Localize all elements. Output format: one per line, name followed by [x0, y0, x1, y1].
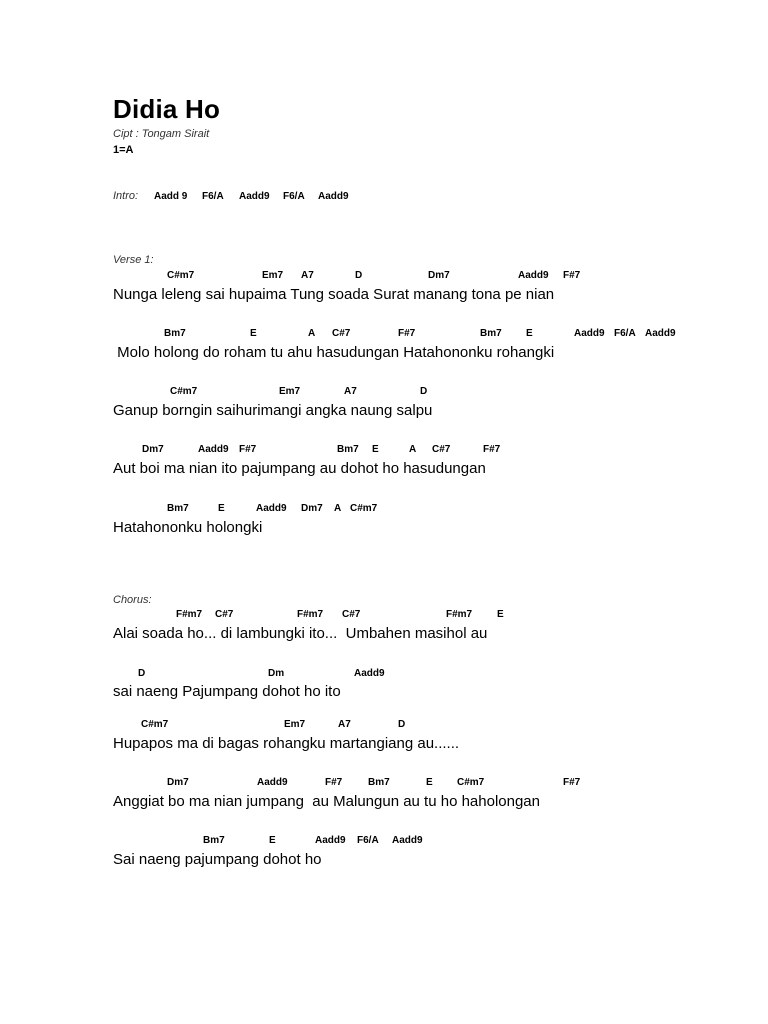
chord-label: Em7: [262, 270, 284, 281]
chord-label: Bm7: [164, 328, 186, 339]
lyric-line: sai naeng Pajumpang dohot ho ito: [113, 683, 341, 700]
intro-chord: Aadd9: [318, 191, 349, 202]
chord-label: F#7: [563, 777, 581, 788]
chord-label: Bm7: [203, 835, 225, 846]
lyric-line: Sai naeng pajumpang dohot ho: [113, 851, 322, 868]
chord-label: D: [138, 668, 146, 679]
chord-label: E: [218, 503, 225, 514]
chord-label: Dm7: [142, 444, 164, 455]
chord-label: E: [426, 777, 433, 788]
chord-label: A7: [301, 270, 314, 281]
chord-label: Aadd9: [645, 328, 676, 339]
chord-label: C#m7: [350, 503, 378, 514]
chord-label: E: [372, 444, 379, 455]
chord-label: Aadd9: [257, 777, 288, 788]
lyric-line: Anggiat bo ma nian jumpang au Malungun au tu ho haholongan: [113, 793, 540, 810]
chord-label: C#m7: [457, 777, 485, 788]
chord-label: C#7: [342, 609, 361, 620]
chord-label: A: [334, 503, 342, 514]
chord-label: A7: [338, 719, 351, 730]
intro-label: Intro:: [113, 190, 139, 202]
chord-label: Bm7: [337, 444, 359, 455]
chord-label: Dm7: [428, 270, 450, 281]
chord-label: C#7: [332, 328, 351, 339]
chord-label: Aadd9: [198, 444, 229, 455]
chord-label: Aadd9: [518, 270, 549, 281]
chord-label: F#m7: [297, 609, 324, 620]
chord-label: A: [409, 444, 417, 455]
chord-label: Aadd9: [315, 835, 346, 846]
lyric-line: Hupapos ma di bagas rohangku martangiang au......: [113, 735, 460, 752]
chord-label: F6/A: [357, 835, 379, 846]
chord-label: Aadd9: [574, 328, 605, 339]
lyric-line: Nunga leleng sai hupaima Tung soada Surat manang tona pe nian: [113, 286, 555, 303]
song-title: Didia Ho: [113, 94, 221, 124]
lyric-line: Ganup borngin saihurimangi angka naung salpu: [113, 402, 433, 419]
lyric-line: Hatahononku holongki: [113, 519, 263, 536]
chord-label: F#7: [239, 444, 257, 455]
chord-label: F#7: [398, 328, 416, 339]
chord-label: F#7: [563, 270, 581, 281]
chord-label: Aadd9: [354, 668, 385, 679]
intro-chord: Aadd 9: [154, 191, 188, 202]
chord-label: D: [398, 719, 406, 730]
chord-label: Aadd9: [392, 835, 423, 846]
song-key: 1=A: [113, 144, 134, 156]
chord-label: A7: [344, 386, 357, 397]
chord-label: Dm7: [167, 777, 189, 788]
chord-label: A: [308, 328, 316, 339]
chord-label: Em7: [284, 719, 306, 730]
chord-label: F#m7: [176, 609, 203, 620]
chord-label: C#m7: [167, 270, 195, 281]
chord-label: Bm7: [167, 503, 189, 514]
intro-chord: F6/A: [202, 191, 224, 202]
lyric-line: Molo holong do roham tu ahu hasudungan Hatahononku rohangki: [113, 344, 555, 361]
chord-label: C#7: [215, 609, 234, 620]
lyric-line: Aut boi ma nian ito pajumpang au dohot ho hasudungan: [113, 460, 486, 477]
intro-chord: Aadd9: [239, 191, 270, 202]
chord-label: Dm7: [301, 503, 323, 514]
chord-label: F#7: [483, 444, 501, 455]
chord-label: Bm7: [480, 328, 502, 339]
chord-label: F6/A: [614, 328, 636, 339]
chord-label: D: [355, 270, 363, 281]
chord-label: E: [250, 328, 257, 339]
verse-label: Verse 1:: [113, 254, 154, 266]
chord-label: D: [420, 386, 428, 397]
chord-label: Aadd9: [256, 503, 287, 514]
chord-label: C#m7: [141, 719, 169, 730]
chord-label: E: [269, 835, 276, 846]
chord-label: E: [526, 328, 533, 339]
chord-label: C#m7: [170, 386, 198, 397]
chord-label: Dm: [268, 668, 285, 679]
chord-label: F#m7: [446, 609, 473, 620]
chord-label: C#7: [432, 444, 451, 455]
chord-label: Em7: [279, 386, 301, 397]
intro-chord: F6/A: [283, 191, 305, 202]
composer-credit: Cipt : Tongam Sirait: [113, 128, 210, 140]
lyric-line: Alai soada ho... di lambungki ito... Umbahen masihol au: [113, 625, 488, 642]
chord-label: E: [497, 609, 504, 620]
chord-label: F#7: [325, 777, 343, 788]
chorus-label: Chorus:: [113, 594, 152, 606]
chord-label: Bm7: [368, 777, 390, 788]
